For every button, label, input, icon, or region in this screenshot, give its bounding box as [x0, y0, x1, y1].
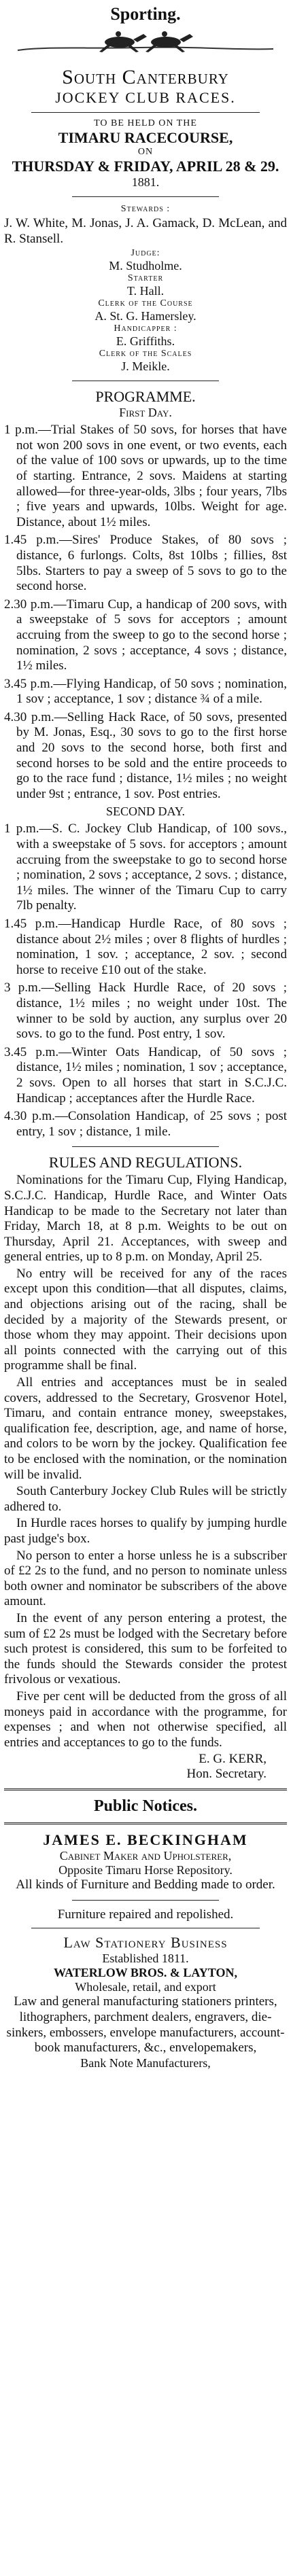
race-item: 2.30 p.m.—Timaru Cup, a handicap of 200 sovs, with a sweepstake of 5 sovs for acceptors ; amount accruing from the sweep to go to the second horse ; nomination, 2 sovs ; acceptance, 4 sovs ; distance, 1½ miles. [4, 597, 287, 673]
judge: M. Studholme. [109, 259, 182, 273]
stewards: J. W. White, M. Jonas, J. A. Gamack, D. McLean, and R. Stansell. [4, 216, 287, 246]
rules-paragraph: Nominations for the Timaru Cup, Flying Handicap, S.C.J.C. Handicap, Hurdle Race, and Winter Oats Handicap to be made to the Secretary not later than Friday, March 18, at 8 p.m. Weights to be out on Thursday, April 21. Acceptances, with sweep and general entries, up to 8 p.m. on Monday, April 25. [4, 1173, 287, 1265]
clerk-scales-label: Clerk of the Scales [99, 349, 192, 359]
divider [72, 1146, 219, 1147]
ad2-est: Established 1811. [102, 1952, 189, 1966]
race-name: South Canterbury [62, 66, 229, 88]
rules-paragraph: No person to enter a horse unless he is a subscriber of £2 2s to the fund, and no person to nominate unless both owner and nominator be subscribers of the above amount. [4, 1548, 287, 1609]
venue: TIMARU RACECOURSE, [58, 129, 233, 146]
club-name: JOCKEY CLUB RACES. [55, 89, 236, 106]
ad-name: JAMES E. BECKINGHAM [43, 1831, 248, 1849]
race-item: 3 p.m.—Selling Hack Hurdle Race, of 20 sovs ; distance, 1½ miles ; no weight under 10st. The winner to be sold by auction, any surplus over 20 sovs. to go to the fund. Post entry, 1 sov. [4, 981, 287, 1042]
ad-footer: Furniture repaired and repolished. [57, 1907, 234, 1922]
ad2-desc: Wholesale, retail, and export [75, 1980, 216, 1994]
first-day-label: First Day. [119, 406, 172, 420]
rules-paragraph: All entries and acceptances must be in sealed covers, addressed to the Secretary, Grosvenor Hotel, Timaru, and contain entrance money, sweepstakes, qualification fee, description, age, and name of horse, and colors to be worn by the jockey. Qualification fee to be enclosed with the nomination, or the nomination will be invalid. [4, 1375, 287, 1482]
rules-paragraph: Five per cent will be deducted from the gross of all moneys paid in accordance with the programme, for expenses ; and when not otherwise specified, all entries and acceptances to go to the funds. [4, 1689, 287, 1750]
handicapper: E. Griffiths. [116, 334, 175, 349]
section-divider [4, 1822, 287, 1824]
ad-address: Opposite Timaru Horse Repository. [58, 1863, 233, 1877]
race-item: 1 p.m.—S. C. Jockey Club Handicap, of 100 sovs., with a sweepstake of 5 sovs. for acceptors ; amount accruing from the sweepstake to go to second horse ; nomination, 2 sovs ; acceptance, 2 sovs. ; distance, 1½ miles. The winner of the Timaru Cup to carry 7lb penalty. [4, 822, 287, 913]
divider [31, 112, 260, 113]
secretary-name: E. G. KERR, [199, 1752, 267, 1767]
rules-paragraph: In the event of any person entering a protest, the sum of £2 2s must be lodged with the Secretary before such protest is considered, this sum to be forfeited to the funds should the Stewards consider the protest frivolous or vexatious. [4, 1610, 287, 1687]
public-notices-title: Public Notices. [94, 1797, 197, 1816]
starter-label: Starter [127, 273, 164, 284]
race-year: 1881. [131, 175, 160, 189]
horse-racing-illustration [4, 27, 287, 56]
secretary-role: Hon. Secretary. [186, 1767, 267, 1782]
programme-title: PROGRAMME. [95, 388, 196, 406]
race-item: 3.45 p.m.—Winter Oats Handicap, of 50 sovs ; distance, 1½ miles ; nomination, 1 sov ; acceptance, 2 sovs. Open to all horses that start in S.C.J.C. Handicap ; acceptances after the Hurdle Race. [4, 1044, 287, 1106]
clerk-course: A. St. G. Hamersley. [95, 309, 196, 323]
section-divider [4, 1788, 287, 1790]
race-item: 1.45 p.m.—Sires' Produce Stakes, of 80 sovs ; distance, 6 furlongs. Colts, 8st 10lbs ; fillies, 8st 5lbs. Starters to pay a sweep of 5 sovs to go to the second horse. [4, 533, 287, 594]
held-line: TO BE HELD ON THE [94, 118, 197, 128]
rules-paragraph: South Canterbury Jockey Club Rules will be strictly adhered to. [4, 1484, 287, 1514]
race-item: 3.45 p.m.—Flying Handicap, of 50 sovs ; nomination, 1 sov ; acceptance, 1 sov ; distance ¾ of a mile. [4, 676, 287, 707]
race-item: 4.30 p.m.—Selling Hack Race, of 50 sovs, presented by M. Jonas, Esq., 30 sovs to go to the first horse and 20 sovs to the second horse, both first and second horses to be sold and the entire proceeds to go to the race fund ; distance, 1½ miles ; no weight under 9st ; entrance, 1 sov. Post entries. [4, 709, 287, 801]
race-item: 4.30 p.m.—Consolation Handicap, of 25 sovs ; post entry, 1 sov ; distance, 1 mile. [4, 1109, 287, 1139]
clerk-course-label: Clerk of the Course [98, 298, 193, 309]
ad-body: All kinds of Furniture and Bedding made to order. [16, 1877, 275, 1892]
divider [72, 196, 219, 197]
ad2-title: Law Stationery Business [63, 1934, 228, 1952]
clerk-scales: J. Meikle. [121, 359, 170, 374]
race-item: 1.45 p.m.—Handicap Hurdle Race, of 80 sovs ; distance about 2½ miles ; over 8 flights of hurdles ; nomination, 1 sov. ; acceptance, 2 sov. ; second horse to receive £10 out of the stake. [4, 917, 287, 977]
section-title: Sporting. [110, 4, 181, 24]
rules-title: RULES AND REGULATIONS. [48, 1154, 243, 1171]
race-dates: THURSDAY & FRIDAY, APRIL 28 & 29. [12, 158, 279, 175]
handicapper-label: Handicapper : [114, 323, 177, 334]
newspaper-column [4, 0, 287, 2576]
rules-paragraph: In Hurdle races horses to qualify by jumping hurdle past judge's box. [4, 1516, 287, 1546]
ad2-body: Law and general manufacturing stationers printers, lithographers, parchment dealers, engravers, die-sinkers, embossers, envelope manufacturers, account-book manufacturers, &c., envelopemakers, [6, 1994, 285, 2055]
stewards-label: Stewards : [120, 204, 171, 214]
race-item: 1 p.m.—Trial Stakes of 50 sovs, for horses that have not won 200 sovs in one event, or two events, each of the value of 100 sovs or upwards, up to the time of starting. Entrance, 2 sovs. Maidens at starting allowed—for three-year-olds, 3lbs ; four years, 7lbs ; five years and upwards, 10lbs. Weight for age. Distance, about 1½ miles. [4, 423, 287, 529]
divider [72, 1900, 219, 1901]
on-line: ON [137, 147, 154, 157]
rules-paragraph: No entry will be received for any of the races except upon this condition—that all disputes, claims, and objections arising out of the racing, shall be decided by a majority of the Stewards present, or those whom they may appoint. Their decisions upon all points connected with the carrying out of this programme shall be final. [4, 1266, 287, 1373]
ad2-last: Bank Note Manufacturers, [80, 2055, 211, 2070]
ad-trade: Cabinet Maker and Upholsterer, [59, 1849, 232, 1863]
ad2-firm: WATERLOW BROS. & LAYTON, [54, 1966, 237, 1980]
judge-label: Judge: [131, 248, 160, 259]
second-day-label: SECOND DAY. [105, 805, 186, 819]
starter: T. Hall. [126, 284, 165, 298]
